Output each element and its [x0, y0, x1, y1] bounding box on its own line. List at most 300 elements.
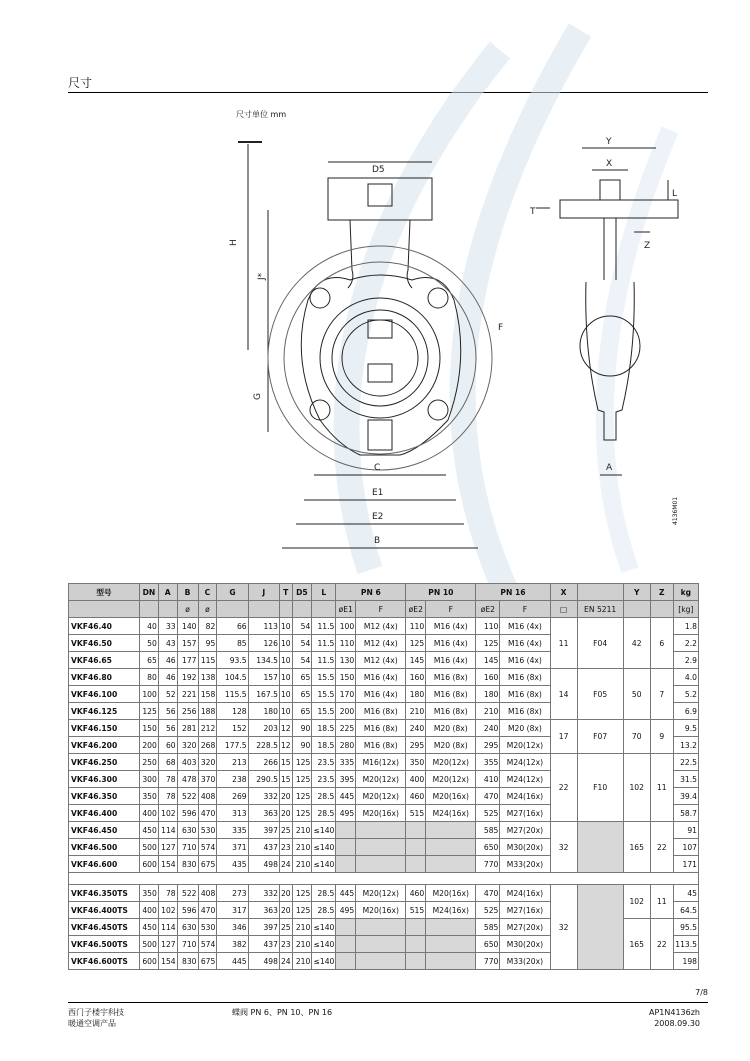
cell-b: 177 [177, 652, 198, 669]
cell-kg: 58.7 [673, 805, 698, 822]
cell-f2: M16 (4x) [426, 618, 476, 635]
cell-t: 10 [279, 652, 292, 669]
cell-l: ≤140 [312, 856, 336, 873]
cell-g: 128 [217, 703, 248, 720]
cell-t: 23 [279, 936, 292, 953]
cell-f1: M12 (4x) [356, 618, 406, 635]
cell-e2: 460 [406, 788, 426, 805]
cell-e3: 160 [476, 669, 500, 686]
cell-f2: M24(16x) [426, 805, 476, 822]
cell-l: 11.5 [312, 618, 336, 635]
cell-c: 138 [198, 669, 217, 686]
cell-e1: 495 [336, 902, 356, 919]
table-row [69, 822, 699, 839]
cell-d5: 65 [292, 669, 312, 686]
cell-g: 445 [217, 953, 248, 970]
cell-kg: 6.9 [673, 703, 698, 720]
cell-c: 408 [198, 885, 217, 902]
cell-e1 [336, 839, 356, 856]
cell-dn: 300 [140, 771, 159, 788]
cell-f3: M24(16x) [500, 788, 550, 805]
cell-f1: M16(12x) [356, 754, 406, 771]
cell-t: 12 [279, 737, 292, 754]
cell-g: 115.5 [217, 686, 248, 703]
cell-d5: 90 [292, 720, 312, 737]
cell-z: 22 [650, 919, 673, 970]
cell-kg: 31.5 [673, 771, 698, 788]
cell-f3: M20(12x) [500, 737, 550, 754]
cell-m: VKF46.400 [69, 805, 140, 822]
cell-d5: 125 [292, 788, 312, 805]
cell-e1: 100 [336, 618, 356, 635]
cell-dn: 125 [140, 703, 159, 720]
cell-dn: 50 [140, 635, 159, 652]
svg-text:E2: E2 [372, 512, 384, 522]
cell-g: 382 [217, 936, 248, 953]
svg-text:G: G [253, 393, 263, 400]
cell-t: 20 [279, 902, 292, 919]
cell-dn: 500 [140, 839, 159, 856]
cell-f2: M20(12x) [426, 754, 476, 771]
cell-b: 830 [177, 953, 198, 970]
cell-f1: M16 (4x) [356, 686, 406, 703]
cell-e2 [406, 839, 426, 856]
cell-c: 212 [198, 720, 217, 737]
cell-f3: M33(20x) [500, 856, 550, 873]
cell-dn: 400 [140, 805, 159, 822]
cell-e3: 410 [476, 771, 500, 788]
cell-m: VKF46.500 [69, 839, 140, 856]
cell-e2: 145 [406, 652, 426, 669]
cell-t: 24 [279, 953, 292, 970]
cell-e2: 180 [406, 686, 426, 703]
cell-t: 20 [279, 885, 292, 902]
cell-e2: 295 [406, 737, 426, 754]
cell-z: 11 [650, 754, 673, 822]
cell-f1 [356, 919, 406, 936]
cell-f1: M16 (4x) [356, 669, 406, 686]
footer-left: 西门子楼宇科技 暖通空调产品 [68, 1008, 124, 1028]
cell-b: 710 [177, 936, 198, 953]
cell-b: 192 [177, 669, 198, 686]
cell-j: 498 [248, 856, 279, 873]
cell-b: 320 [177, 737, 198, 754]
cell-kg: 171 [673, 856, 698, 873]
cell-e1: 225 [336, 720, 356, 737]
cell-f3: M24(12x) [500, 771, 550, 788]
cell-e3: 585 [476, 919, 500, 936]
svg-text:Z: Z [644, 241, 651, 251]
cell-t: 10 [279, 618, 292, 635]
cell-f3: M16 (4x) [500, 635, 550, 652]
cell-kg: 39.4 [673, 788, 698, 805]
cell-m: VKF46.350TS [69, 885, 140, 902]
cell-g: 238 [217, 771, 248, 788]
cell-f2: M20(16x) [426, 885, 476, 902]
cell-e2: 515 [406, 902, 426, 919]
cell-dn: 500 [140, 936, 159, 953]
cell-a: 56 [158, 720, 177, 737]
svg-text:E1: E1 [372, 488, 384, 498]
cell-f2: M20 (8x) [426, 720, 476, 737]
cell-f3: M16 (4x) [500, 618, 550, 635]
cell-j: 332 [248, 788, 279, 805]
cell-e2: 240 [406, 720, 426, 737]
cell-e1: 335 [336, 754, 356, 771]
cell-g: 269 [217, 788, 248, 805]
cell-c: 370 [198, 771, 217, 788]
cell-a: 52 [158, 686, 177, 703]
cell-l: 11.5 [312, 635, 336, 652]
cell-e2: 400 [406, 771, 426, 788]
cell-l: 15.5 [312, 686, 336, 703]
cell-g: 273 [217, 885, 248, 902]
cell-f3: M20 (8x) [500, 720, 550, 737]
cell-m: VKF46.600TS [69, 953, 140, 970]
cell-b: 403 [177, 754, 198, 771]
cell-e3: 355 [476, 754, 500, 771]
cell-m: VKF46.150 [69, 720, 140, 737]
cell-e1: 150 [336, 669, 356, 686]
cell-e3: 585 [476, 822, 500, 839]
cell-l: 18.5 [312, 737, 336, 754]
cell-d5: 90 [292, 737, 312, 754]
cell-m: VKF46.300 [69, 771, 140, 788]
cell-f2 [426, 953, 476, 970]
cell-x: 32 [550, 885, 577, 970]
cell-a: 154 [158, 953, 177, 970]
cell-f3: M16 (8x) [500, 669, 550, 686]
cell-b: 596 [177, 805, 198, 822]
cell-t: 20 [279, 788, 292, 805]
cell-c: 470 [198, 805, 217, 822]
cell-m: VKF46.200 [69, 737, 140, 754]
cell-g: 93.5 [217, 652, 248, 669]
cell-a: 102 [158, 902, 177, 919]
cell-j: 397 [248, 919, 279, 936]
cell-kg: 95.5 [673, 919, 698, 936]
cell-x: 11 [550, 618, 577, 669]
cell-f1 [356, 822, 406, 839]
cell-d5: 54 [292, 652, 312, 669]
cell-c: 530 [198, 822, 217, 839]
cell-j: 397 [248, 822, 279, 839]
cell-x: 32 [550, 822, 577, 873]
cell-dn: 150 [140, 720, 159, 737]
cell-b: 710 [177, 839, 198, 856]
cell-m: VKF46.450TS [69, 919, 140, 936]
cell-e3: 180 [476, 686, 500, 703]
cell-d5: 125 [292, 902, 312, 919]
cell-e3: 145 [476, 652, 500, 669]
cell-dn: 250 [140, 754, 159, 771]
cell-c: 158 [198, 686, 217, 703]
svg-text:L: L [672, 189, 678, 199]
svg-text:B: B [374, 536, 381, 546]
cell-m: VKF46.250 [69, 754, 140, 771]
cell-g: 317 [217, 902, 248, 919]
cell-kg: 9.5 [673, 720, 698, 737]
cell-m: VKF46.450 [69, 822, 140, 839]
cell-b: 281 [177, 720, 198, 737]
cell-f2 [426, 936, 476, 953]
cell-f1: M16 (8x) [356, 737, 406, 754]
cell-b: 630 [177, 919, 198, 936]
svg-text:Y: Y [606, 137, 612, 147]
th-model: 型号 [69, 584, 140, 601]
cell-j: 498 [248, 953, 279, 970]
cell-f3: M27(20x) [500, 919, 550, 936]
cell-f2 [426, 822, 476, 839]
cell-kg: 22.5 [673, 754, 698, 771]
svg-text:X: X [606, 159, 613, 169]
cell-e1: 445 [336, 885, 356, 902]
cell-c: 470 [198, 902, 217, 919]
cell-e3: 110 [476, 618, 500, 635]
cell-m: VKF46.80 [69, 669, 140, 686]
cell-f1: M20(12x) [356, 885, 406, 902]
cell-f2: M16 (8x) [426, 703, 476, 720]
cell-l: 15.5 [312, 669, 336, 686]
cell-f2 [426, 856, 476, 873]
footer-right: AP1N4136zh 2008.09.30 [649, 1008, 700, 1028]
cell-d5: 125 [292, 805, 312, 822]
cell-d5: 125 [292, 754, 312, 771]
cell-kg: 91 [673, 822, 698, 839]
cell-e3: 525 [476, 902, 500, 919]
label-d5: D5 [372, 165, 385, 175]
cell-f3: M30(20x) [500, 936, 550, 953]
cell-dn: 100 [140, 686, 159, 703]
cell-f3: M27(16x) [500, 805, 550, 822]
cell-f1: M20(12x) [356, 788, 406, 805]
cell-y: 102 [623, 885, 650, 919]
cell-dn: 200 [140, 737, 159, 754]
cell-y: 50 [623, 669, 650, 720]
cell-j: 228.5 [248, 737, 279, 754]
cell-kg: 113.5 [673, 936, 698, 953]
cell-y: 165 [623, 919, 650, 970]
cell-t: 12 [279, 720, 292, 737]
cell-m: VKF46.125 [69, 703, 140, 720]
cell-f1: M20(12x) [356, 771, 406, 788]
cell-g: 85 [217, 635, 248, 652]
cell-kg: 107 [673, 839, 698, 856]
cell-dn: 65 [140, 652, 159, 669]
cell-en: F07 [577, 720, 623, 754]
cell-en: F05 [577, 669, 623, 720]
cell-d5: 125 [292, 771, 312, 788]
cell-j: 126 [248, 635, 279, 652]
cell-e3: 240 [476, 720, 500, 737]
weight-icon: kg [673, 584, 698, 601]
cell-e3: 650 [476, 936, 500, 953]
table-row [69, 669, 699, 686]
cell-j: 437 [248, 839, 279, 856]
header-rule [68, 92, 708, 93]
section-title: 尺寸 [68, 76, 93, 90]
cell-l: ≤140 [312, 919, 336, 936]
cell-f2: M20 (8x) [426, 737, 476, 754]
cell-m: VKF46.350 [69, 788, 140, 805]
cell-e3: 525 [476, 805, 500, 822]
unit-note: 尺寸单位 mm [236, 110, 287, 119]
cell-e1: 170 [336, 686, 356, 703]
cell-l: 28.5 [312, 788, 336, 805]
cell-e2 [406, 822, 426, 839]
cell-j: 363 [248, 902, 279, 919]
cell-f2: M20(16x) [426, 788, 476, 805]
cell-y: 42 [623, 618, 650, 669]
cell-e2 [406, 919, 426, 936]
cell-y: 165 [623, 822, 650, 873]
cell-e2: 110 [406, 618, 426, 635]
cell-f3: M27(16x) [500, 902, 550, 919]
cell-j: 180 [248, 703, 279, 720]
cell-a: 68 [158, 754, 177, 771]
cell-f2: M20(12x) [426, 771, 476, 788]
cell-c: 115 [198, 652, 217, 669]
cell-e3: 770 [476, 856, 500, 873]
cell-f1: M20(16x) [356, 902, 406, 919]
cell-c: 95 [198, 635, 217, 652]
svg-text:F: F [498, 323, 504, 333]
cell-dn: 450 [140, 919, 159, 936]
cell-t: 10 [279, 686, 292, 703]
cell-j: 157 [248, 669, 279, 686]
cell-c: 82 [198, 618, 217, 635]
cell-t: 10 [279, 669, 292, 686]
cell-g: 346 [217, 919, 248, 936]
cell-l: 15.5 [312, 703, 336, 720]
cell-e2: 460 [406, 885, 426, 902]
cell-kg: 45 [673, 885, 698, 902]
cell-x: 22 [550, 754, 577, 822]
header-row: 型号 DN A B C G J T D5 L PN 6 PN 10 PN 16 X Y Z kg [69, 584, 699, 601]
cell-e2: 515 [406, 805, 426, 822]
cell-e1: 395 [336, 771, 356, 788]
cell-l: 18.5 [312, 720, 336, 737]
cell-g: 335 [217, 822, 248, 839]
cell-dn: 600 [140, 953, 159, 970]
cell-m: VKF46.100 [69, 686, 140, 703]
cell-en [577, 885, 623, 970]
cell-en [577, 822, 623, 873]
cell-t: 20 [279, 805, 292, 822]
header-subrow: ø ø øE1 F øE2 F øE2 F □ EN 5211 [kg] [69, 601, 699, 618]
cell-b: 140 [177, 618, 198, 635]
cell-e1 [336, 822, 356, 839]
cell-f3: M16 (8x) [500, 686, 550, 703]
cell-j: 363 [248, 805, 279, 822]
cell-g: 152 [217, 720, 248, 737]
cell-g: 104.5 [217, 669, 248, 686]
cell-c: 574 [198, 839, 217, 856]
cell-en: F10 [577, 754, 623, 822]
svg-text:C: C [374, 463, 381, 473]
cell-y: 70 [623, 720, 650, 754]
cell-l: 28.5 [312, 885, 336, 902]
cell-b: 522 [177, 788, 198, 805]
cell-c: 188 [198, 703, 217, 720]
cell-d5: 125 [292, 885, 312, 902]
cell-dn: 350 [140, 788, 159, 805]
cell-z: 9 [650, 720, 673, 754]
cell-f1 [356, 856, 406, 873]
cell-kg: 1.8 [673, 618, 698, 635]
svg-text:A: A [606, 463, 613, 473]
cell-a: 102 [158, 805, 177, 822]
cell-e3: 470 [476, 885, 500, 902]
cell-l: ≤140 [312, 839, 336, 856]
table-gap-row [69, 873, 699, 885]
cell-dn: 40 [140, 618, 159, 635]
cell-f1: M20(16x) [356, 805, 406, 822]
cell-m: VKF46.40 [69, 618, 140, 635]
cell-t: 15 [279, 771, 292, 788]
cell-f2: M16 (4x) [426, 635, 476, 652]
valve-dimension-drawing [220, 120, 700, 560]
cell-f3: M16 (8x) [500, 703, 550, 720]
cell-b: 221 [177, 686, 198, 703]
cell-j: 167.5 [248, 686, 279, 703]
cell-dn: 80 [140, 669, 159, 686]
cell-g: 66 [217, 618, 248, 635]
cell-j: 203 [248, 720, 279, 737]
cell-c: 268 [198, 737, 217, 754]
cell-kg: 13.2 [673, 737, 698, 754]
cell-c: 675 [198, 953, 217, 970]
cell-z: 7 [650, 669, 673, 720]
cell-e1: 280 [336, 737, 356, 754]
cell-m: VKF46.600 [69, 856, 140, 873]
cell-b: 478 [177, 771, 198, 788]
cell-l: 11.5 [312, 652, 336, 669]
cell-f1 [356, 839, 406, 856]
cell-d5: 65 [292, 686, 312, 703]
cell-e2 [406, 856, 426, 873]
cell-d5: 210 [292, 919, 312, 936]
cell-kg: 198 [673, 953, 698, 970]
cell-d5: 54 [292, 635, 312, 652]
cell-t: 15 [279, 754, 292, 771]
cell-e1: 110 [336, 635, 356, 652]
table-row [69, 720, 699, 737]
cell-a: 114 [158, 919, 177, 936]
footer-center: 蝶阀 PN 6、PN 10、PN 16 [232, 1008, 333, 1017]
cell-m: VKF46.50 [69, 635, 140, 652]
cell-t: 24 [279, 856, 292, 873]
cell-f2: M16 (8x) [426, 686, 476, 703]
cell-c: 530 [198, 919, 217, 936]
cell-c: 408 [198, 788, 217, 805]
cell-l: 28.5 [312, 902, 336, 919]
cell-m: VKF46.400TS [69, 902, 140, 919]
cell-e2: 125 [406, 635, 426, 652]
svg-text:T: T [530, 207, 536, 217]
cell-f2 [426, 839, 476, 856]
cell-l: 23.5 [312, 754, 336, 771]
cell-e1 [336, 856, 356, 873]
cell-f1 [356, 953, 406, 970]
cell-l: ≤140 [312, 936, 336, 953]
cell-y: 102 [623, 754, 650, 822]
cell-g: 371 [217, 839, 248, 856]
cell-a: 60 [158, 737, 177, 754]
drawing-id: 4136M01 [672, 496, 679, 525]
cell-f1: M12 (4x) [356, 635, 406, 652]
cell-e1 [336, 953, 356, 970]
